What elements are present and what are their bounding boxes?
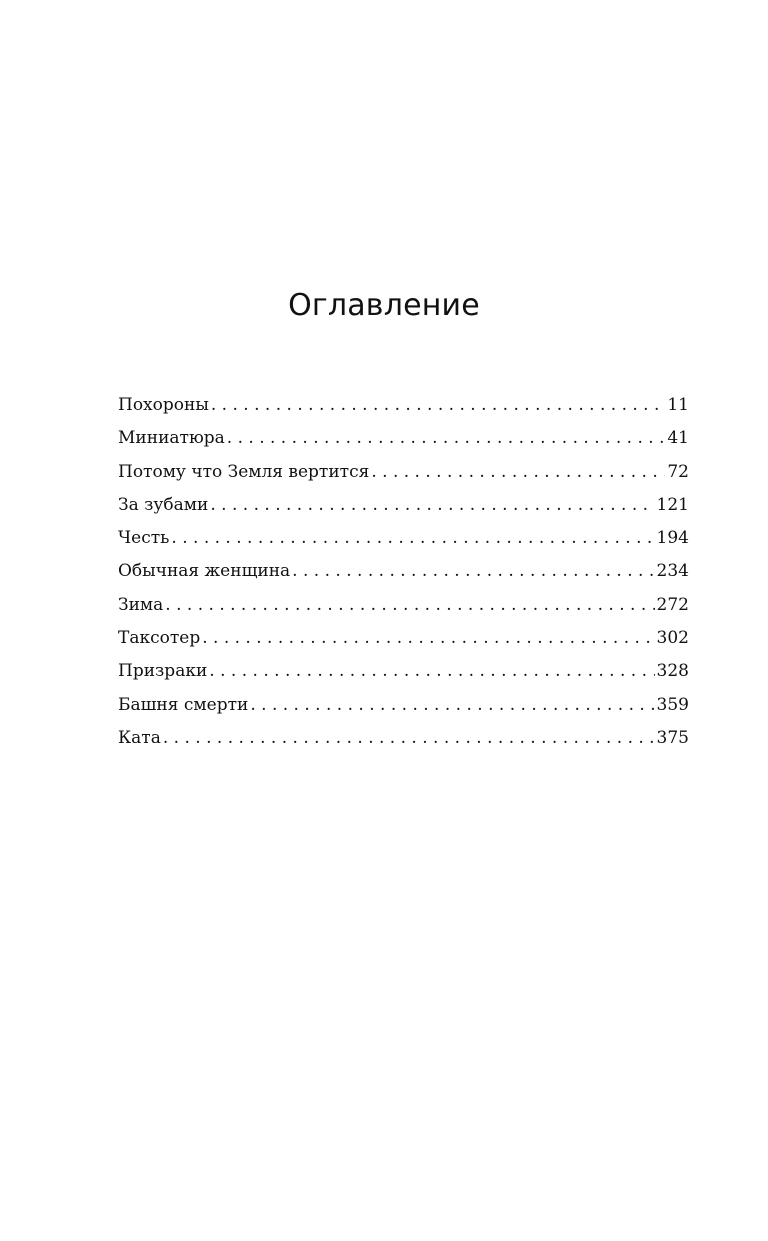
toc-page-number: 11 — [667, 395, 689, 415]
toc-entry — [118, 724, 689, 757]
toc-entry — [118, 691, 689, 724]
toc-leader-dots — [202, 624, 654, 652]
toc-entry-title: Таксотер — [118, 628, 201, 649]
toc-entry-title: Башня смерти — [118, 694, 249, 715]
toc-list — [118, 391, 689, 757]
toc-leader-dots — [292, 557, 654, 585]
toc-entry-title: Зима — [118, 594, 164, 615]
toc-page-number: 234 — [656, 561, 689, 582]
toc-page-number: 272 — [656, 594, 689, 615]
toc-leader-dots — [227, 424, 666, 452]
toc-entry-title: Ката — [118, 727, 161, 748]
toc-entry — [118, 557, 689, 590]
toc-page-number: 375 — [656, 727, 689, 748]
toc-leader-dots — [250, 691, 654, 719]
toc-page-number: 302 — [656, 628, 689, 649]
toc-entry — [118, 391, 689, 424]
toc-entry-title: За зубами — [118, 494, 209, 515]
toc-entry-title: Обычная женщина — [118, 561, 291, 582]
toc-leader-dots — [210, 491, 654, 519]
toc-entry-title: Потому что Земля вертится — [118, 461, 370, 482]
toc-entry — [118, 624, 689, 657]
toc-page-number: 194 — [656, 528, 689, 549]
toc-page-number: 121 — [656, 494, 689, 515]
toc-entry — [118, 657, 689, 690]
toc-entry — [118, 491, 689, 524]
toc-entry — [118, 524, 689, 557]
toc-leader-dots — [211, 391, 665, 419]
toc-page-number: 41 — [667, 428, 689, 449]
toc-page-number: 359 — [656, 694, 689, 715]
page-title: Оглавление — [288, 288, 480, 323]
toc-leader-dots — [165, 591, 654, 619]
toc-leader-dots — [371, 458, 665, 486]
toc-entry — [118, 424, 689, 457]
toc-leader-dots — [171, 524, 654, 552]
toc-page-number: 72 — [667, 461, 689, 482]
toc-entry-title: Миниатюра — [118, 428, 225, 449]
toc-entry-title: Похороны — [118, 395, 209, 415]
toc-page-number: 328 — [656, 661, 689, 682]
toc-entry-title: Честь — [118, 528, 170, 549]
toc-entry — [118, 591, 689, 624]
toc-entry — [118, 458, 689, 491]
toc-leader-dots — [209, 657, 654, 685]
toc-entry-title: Призраки — [118, 661, 208, 682]
toc-leader-dots — [163, 724, 655, 752]
